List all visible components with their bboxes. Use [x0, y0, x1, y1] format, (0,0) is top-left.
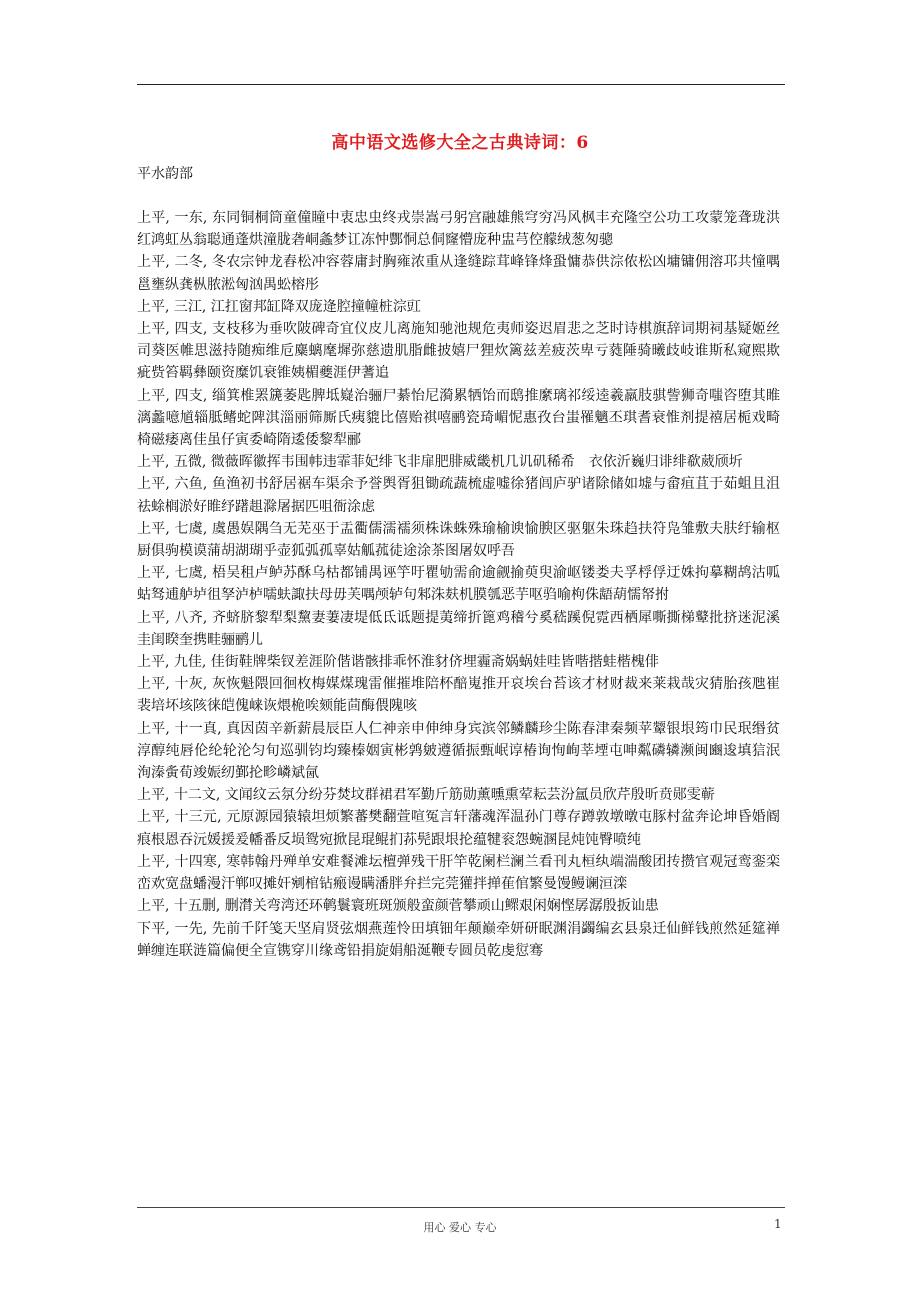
- footer-rule: [137, 1207, 785, 1208]
- footer-motto: 用心 爱心 专心: [423, 1221, 497, 1234]
- rhyme-paragraph: 上平, 六鱼, 鱼渔初书舒居裾车渠余予誉舆胥狙锄疏蔬梳虚嘘徐猪闾庐驴诸除储如墟与畲疽苴于茹蛆且沮祛蜍榈淤好睢纾躇趄滁屠据匹咀衙涂虑: [137, 476, 780, 515]
- rhyme-list: [137, 207, 780, 962]
- rhyme-paragraph: 上平, 二冬, 冬农宗钟龙舂松冲容蓉庸封胸雍浓重从逢缝踪茸峰锋烽蛩慵恭供淙侬松凶墉镛佣溶邛共憧喁邕壅纵龚枞脓淞匈汹禺蚣榕彤: [137, 254, 780, 293]
- rhyme-paragraph: 下平, 一先, 先前千阡笺天坚肩贤弦烟燕莲怜田填钿年颠巅牵妍研眠渊涓蠲编玄县泉迁仙鲜钱煎然延筵禅蝉缠连联涟篇偏便全宣镌穿川缘鸢铅捐旋娟船涎鞭专圆员乾虔愆骞: [137, 920, 780, 959]
- rhyme-paragraph: 上平, 四支, 缁箕椎罴篪萎匙脾坻嶷治骊尸綦怡尼漪累牺饴而鸱推縻璃祁绥逵羲羸肢骐訾狮奇嗤咨堕其睢漓蠡噫馗辎胝鳍蛇陴淇淄丽筛厮氏痍貔比僖贻祺嘻鹂瓷琦嵋怩惠孜台蚩罹魑丕琪耆衰惟剂提禧居栀戏畸椅磁痿离佳虽仔寅委崎隋逶倭黎犁郦: [137, 387, 780, 449]
- rhyme-paragraph: 上平, 十灰, 灰恢魁隈回徊枚梅媒煤瑰雷催摧堆陪杯醅嵬推开哀埃台苔该才材财裁来莱栽哉灾猜胎孩虺崔裴培坏垓陔徕皑傀崃诙煨桅唉颏能茴酶偎隗咳: [137, 676, 780, 715]
- rhyme-paragraph: 上平, 十二文, 文闻纹云氛分纷芬焚坟群裙君军勤斤筋勋薰曛熏荤耘芸汾氲员欣芹殷昕贲郧雯蕲: [137, 787, 715, 804]
- rhyme-paragraph: 上平, 十四寒, 寒韩翰丹殚单安难餐滩坛檀弹残干肝竿乾阑栏澜兰看刊丸桓纨端湍酸团抟攒官观冠鸾銮栾峦欢宽盘蟠漫汗郸叹摊奸剜棺钻瘢谩瞒潘胖弁拦完莞獾拌掸萑倌繁曼馒鳗谰洹滦: [137, 853, 780, 893]
- rhyme-paragraph: 上平, 八齐, 齐蛴脐黎犁梨黧妻萋凄堤低氐诋题提荑缔折篦鸡稽兮奚嵇蹊倪霓西栖犀嘶撕梯鼙批挤迷泥溪圭闺睽奎携畦骊鹂儿: [137, 609, 780, 648]
- rhyme-paragraph: 上平, 五微, 微薇晖徽挥韦围帏违霏菲妃绯飞非扉肥腓威畿机几讥矶稀希 衣依沂巍归诽绯欷葳颀圻: [137, 454, 743, 471]
- rhyme-paragraph: 上平, 一东, 东同铜桐筒童僮瞳中衷忠虫终戎崇嵩弓躬宫融雄熊穹穷冯风枫丰充隆空公功工攻蒙笼聋珑洪红鸿虹丛翁聪通蓬烘潼胧砻峒螽梦讧冻忡酆恫总侗窿懵庞种盅芎倥艨绒葱匆骢: [137, 210, 780, 249]
- rhyme-paragraph: 上平, 十一真, 真因茵辛新薪晨辰臣人仁神亲申伸绅身宾滨邻鳞麟珍尘陈春津秦频苹颦银垠筠巾民珉缗贫淳醇纯唇伦纶轮沦匀旬巡驯钧均臻榛姻寅彬鹑皴遵循振甄岷谆椿询恂峋莘堙屯呻粼磷辚濒闽豳逡填狺泯洵溱夤荀竣娠纫鄞抡畛嶙斌氤: [137, 720, 780, 782]
- page-number: 1: [774, 1217, 782, 1231]
- rhyme-paragraph: 上平, 十五删, 删潸关弯湾还环鹌鬟寰班斑颁般蛮颜菅攀顽山鳏艰闲娴悭孱潺殷扳讪患: [137, 898, 659, 915]
- rhyme-paragraph: 上平, 九佳, 佳街鞋牌柴钗差涯阶偕谐骸排乖怀淮豺侪埋霾斋娲蜗娃哇皆喈揩蛙楷槐俳: [137, 654, 659, 671]
- rhyme-paragraph: 上平, 十三元, 元原源园猿辕坦烦繁蕃樊翻萱喧冤言轩藩魂浑温孙门尊存蹲敦墩暾屯豚村盆奔论坤昏婚阍痕根恩吞沅媛援爰幡番反埙鸳宛掀昆琨鲲扪荪髡跟垠抡蕴犍衮怨蜿溷昆炖饨臀喷纯: [137, 809, 780, 848]
- rhyme-paragraph: 上平, 七虞, 虞愚娱隅刍无芜巫于盂衢儒濡襦须株诛蛛殊瑜榆谀愉腴区驱躯朱珠趋扶符凫雏敷夫肤纡输枢厨俱驹模谟蒲胡湖瑚乎壶狐弧孤辜姑觚菰徒途涂茶图屠奴呼吾: [137, 520, 780, 560]
- rhyme-paragraph: 上平, 四支, 支枝移为垂吹陂碑奇宜仪皮儿离施知驰池规危夷师姿迟眉悲之芝时诗棋旗辞词期祠基疑姬丝司葵医帷思滋持随痴维卮麋螭麾墀弥慈遗肌脂雌披嬉尸狸炊篱兹差疲茨卑亏蕤陲骑曦歧岐谁斯私窥熙欺疵赀笞羁彝颐资糜饥衰锥姨楣夔涯伊蓍追: [137, 321, 780, 382]
- page-title: 高中语文选修大全之古典诗词：6: [331, 133, 589, 153]
- rhyme-paragraph: 上平, 三江, 江扛窗邦缸降双庞逄腔撞幢桩淙豇: [137, 298, 421, 315]
- rhyme-paragraph: 上平, 七虞, 梧吴租卢鲈苏酥乌枯都铺禺诬竽吁瞿劬需俞逾觎揄萸臾渝岖镂娄夫孚桴俘迂姝拘摹糊鸪沽呱蛄驽逋舻垆徂孥泸栌嚅蚨諏扶母毋芙喁颅轳句邾洙麸机膜瓠恶芋呕驺喻枸侏龉葫懦帑拊: [137, 565, 780, 604]
- section-heading: 平水韵部: [137, 166, 193, 182]
- header-rule: [137, 84, 785, 85]
